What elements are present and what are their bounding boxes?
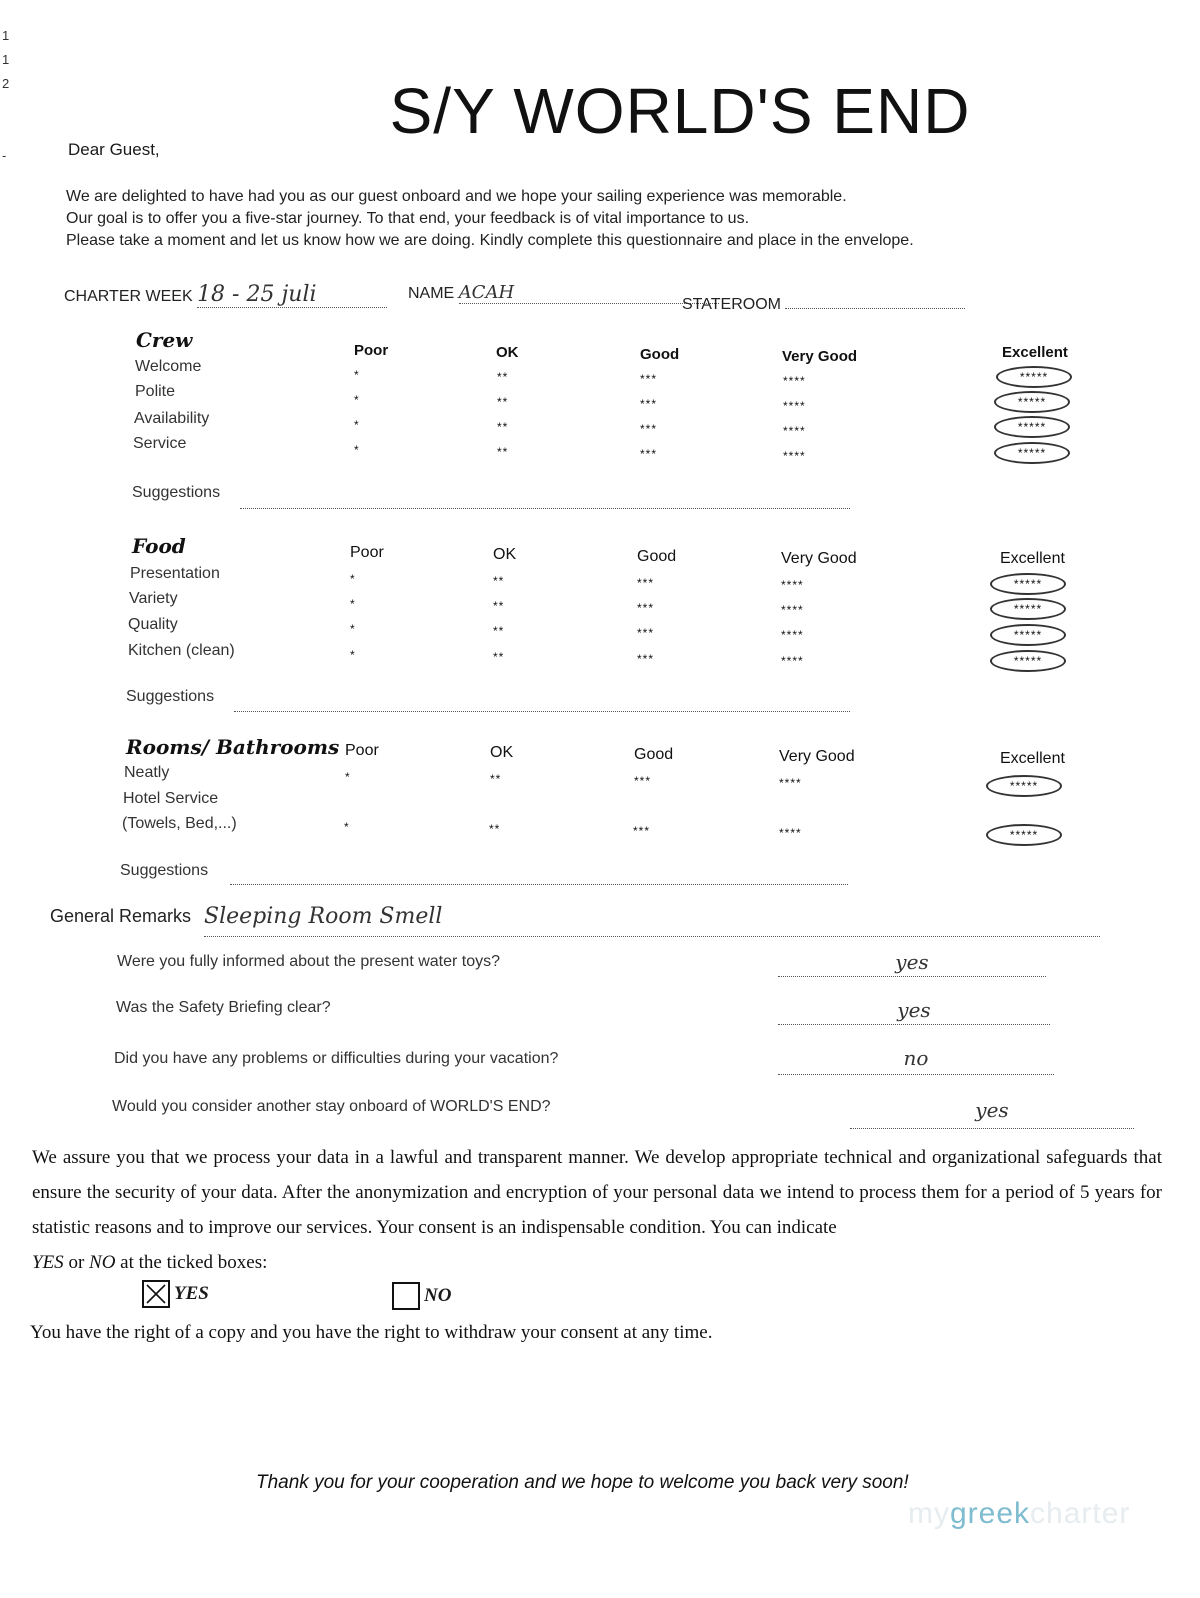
consent-no	[392, 1282, 451, 1310]
star-option[interactable]: ****	[781, 628, 804, 642]
star-option[interactable]: **	[497, 420, 509, 434]
star-option[interactable]: ***	[633, 824, 651, 838]
rooms-suggestions-field[interactable]	[230, 876, 848, 885]
consent-no-checkbox[interactable]	[392, 1282, 420, 1310]
star-option[interactable]: ***	[637, 626, 655, 640]
watermark-prefix: my	[908, 1497, 950, 1530]
star-option[interactable]: *	[350, 648, 356, 662]
star-option[interactable]: **	[493, 624, 505, 638]
star-option[interactable]: **	[489, 822, 501, 836]
col-very-good: Very Good	[781, 550, 857, 567]
crew-suggestions-field[interactable]	[240, 500, 850, 509]
col-poor: Poor	[354, 342, 389, 359]
star-option[interactable]: ****	[783, 424, 806, 438]
margin-mark: 1	[2, 52, 10, 67]
col-very-good: Very Good	[782, 348, 858, 365]
star-option[interactable]: ****	[783, 399, 806, 413]
star-option[interactable]: *	[344, 820, 350, 834]
star-option[interactable]: ****	[781, 603, 804, 617]
notice-or-word: or	[68, 1252, 85, 1273]
charter-week-field	[64, 282, 387, 308]
food-row-label: Presentation	[130, 565, 220, 582]
consent-yes-checkbox[interactable]	[142, 1280, 170, 1308]
question-text: Was the Safety Briefing clear?	[116, 999, 331, 1016]
selected-rating[interactable]	[990, 598, 1066, 620]
star-option[interactable]: ***	[640, 422, 658, 436]
star-option[interactable]: ****	[783, 449, 806, 463]
rooms-row-label: Neatly	[124, 764, 170, 781]
col-excellent: Excellent	[1000, 750, 1065, 767]
question-text: Would you consider another stay onboard of WORLD'S END?	[112, 1098, 551, 1115]
margin-mark: 2	[2, 76, 10, 91]
star-option[interactable]: **	[493, 599, 505, 613]
margin-mark: -	[2, 148, 7, 163]
food-suggestions-label: Suggestions	[126, 688, 215, 705]
stateroom-value[interactable]	[785, 294, 965, 309]
consent-yes	[142, 1280, 209, 1308]
notice-tail: at the ticked boxes:	[120, 1252, 268, 1273]
col-poor: Poor	[345, 742, 379, 759]
consent-no-label: NO	[424, 1285, 452, 1306]
watermark-logo	[908, 1497, 1130, 1531]
star-option[interactable]: ***	[640, 397, 658, 411]
star-option[interactable]: *	[350, 622, 356, 636]
star-option: *****	[1009, 828, 1039, 842]
star-option[interactable]: *	[354, 418, 360, 432]
crew-row-label: Polite	[135, 383, 176, 400]
consent-yes-label: YES	[174, 1283, 209, 1304]
star-option[interactable]: ****	[783, 374, 806, 388]
col-good: Good	[634, 746, 674, 763]
intro-line: Please take a moment and let us know how we are doing. Kindly complete this questionnaire and place in the envelope.	[66, 232, 914, 249]
crew-row-label: Welcome	[135, 358, 202, 375]
col-very-good: Very Good	[779, 748, 855, 765]
question-text: Were you fully informed about the present water toys?	[117, 953, 501, 970]
selected-rating[interactable]	[986, 824, 1062, 846]
star-option: *****	[1019, 370, 1049, 384]
watermark-main: greek	[950, 1497, 1031, 1530]
col-good: Good	[640, 346, 680, 363]
stateroom-field	[682, 294, 965, 314]
col-excellent: Excellent	[1000, 550, 1065, 567]
selected-rating[interactable]	[990, 624, 1066, 646]
star-option: *****	[1017, 446, 1047, 460]
stateroom-label: STATEROOM	[682, 296, 781, 313]
question-answer[interactable]: yes	[778, 950, 1046, 977]
star-option[interactable]: ***	[637, 576, 655, 590]
rooms-suggestions-label: Suggestions	[120, 862, 209, 879]
star-option[interactable]: *	[354, 443, 360, 457]
question-text: Did you have any problems or difficulties during your vacation?	[114, 1050, 559, 1067]
star-option[interactable]: **	[497, 395, 509, 409]
star-option[interactable]: ****	[781, 654, 804, 668]
crew-section-title: Crew	[136, 328, 193, 352]
star-option[interactable]: ***	[637, 601, 655, 615]
thank-you-note: Thank you for your cooperation and we hope to welcome you back very soon!	[256, 1472, 909, 1493]
greeting: Dear Guest,	[68, 140, 160, 159]
food-row-label: Quality	[128, 616, 178, 633]
star-option[interactable]: ****	[779, 776, 802, 790]
charter-week-label: CHARTER WEEK	[64, 288, 193, 305]
selected-rating[interactable]	[986, 775, 1062, 797]
selected-rating[interactable]	[994, 391, 1070, 413]
intro-line: Our goal is to offer you a five-star journey. To that end, your feedback is of vital importance to us.	[66, 210, 750, 227]
notice-no-word: NO	[89, 1252, 116, 1273]
check-x-icon	[144, 1282, 168, 1306]
selected-rating[interactable]	[994, 416, 1070, 438]
col-poor: Poor	[350, 544, 384, 561]
rooms-row-label: Hotel Service	[123, 790, 219, 807]
name-label: NAME	[408, 285, 455, 302]
star-option[interactable]: ***	[634, 774, 652, 788]
crew-row-label: Service	[133, 435, 187, 452]
intro-line: We are delighted to have had you as our guest onboard and we hope your sailing experience was memorable.	[66, 188, 847, 205]
selected-rating[interactable]	[994, 442, 1070, 464]
star-option[interactable]: *	[354, 393, 360, 407]
crew-row-label: Availability	[134, 410, 210, 427]
star-option[interactable]: **	[497, 445, 509, 459]
margin-mark: 1	[2, 28, 10, 43]
rooms-row-label: (Towels, Bed,...)	[122, 815, 237, 832]
selected-rating[interactable]	[990, 650, 1066, 672]
notice-text: We assure you that we process your data in a lawful and transparent manner. We develop appropriate technical and organizational safeguards that ensure the security of your data. After the anonymization and encryption of your personal data we intend to process them for a period of 5 years for statistic reasons and to improve our services. Your consent is an indispensable condition. You can indicate	[32, 1147, 1162, 1238]
general-remarks-field[interactable]: Sleeping Room Smell	[204, 904, 1100, 937]
food-suggestions-field[interactable]	[234, 703, 850, 712]
star-option[interactable]: ***	[640, 372, 658, 386]
rights-statement: You have the right of a copy and you have the right to withdraw your consent at any time.	[30, 1322, 713, 1343]
question-answer[interactable]: yes	[850, 1098, 1134, 1129]
star-option[interactable]: **	[497, 370, 509, 384]
star-option[interactable]: ****	[779, 826, 802, 840]
form-title: S/Y WORLD'S END	[389, 75, 971, 147]
star-option[interactable]: **	[493, 650, 505, 664]
star-option[interactable]: ****	[781, 578, 804, 592]
star-option[interactable]: *	[345, 770, 351, 784]
star-option: *****	[1013, 577, 1043, 591]
star-option[interactable]: ***	[637, 652, 655, 666]
question-answer[interactable]: yes	[778, 998, 1050, 1025]
charter-week-value[interactable]: 18 - 25 juli	[197, 282, 387, 308]
food-row-label: Kitchen (clean)	[128, 642, 235, 659]
star-option[interactable]: *	[354, 368, 360, 382]
food-row-label: Variety	[129, 590, 178, 607]
selected-rating[interactable]	[996, 366, 1072, 388]
star-option[interactable]: *	[350, 572, 356, 586]
intro-text	[66, 186, 986, 252]
data-protection-notice	[32, 1140, 1162, 1280]
col-ok: OK	[493, 546, 517, 563]
star-option: *****	[1013, 654, 1043, 668]
food-section-title: Food	[132, 534, 186, 558]
general-remarks-label: General Remarks	[50, 906, 192, 926]
col-good: Good	[637, 548, 677, 565]
star-option: *****	[1013, 628, 1043, 642]
star-option: *****	[1009, 779, 1039, 793]
star-option[interactable]: **	[493, 574, 505, 588]
star-option: *****	[1017, 420, 1047, 434]
col-excellent: Excellent	[1002, 344, 1068, 361]
col-ok: OK	[490, 744, 514, 761]
crew-suggestions-label: Suggestions	[132, 484, 221, 501]
rooms-section-title: Rooms/ Bathrooms	[126, 735, 340, 759]
star-option: *****	[1017, 395, 1047, 409]
star-option[interactable]: *	[350, 597, 356, 611]
notice-yes-word: YES	[32, 1252, 64, 1273]
star-option: *****	[1013, 602, 1043, 616]
name-value[interactable]: ACAH	[459, 282, 719, 304]
name-field	[408, 282, 719, 304]
selected-rating[interactable]	[990, 573, 1066, 595]
question-answer[interactable]: no	[778, 1046, 1054, 1075]
watermark-suffix: charter	[1030, 1497, 1131, 1530]
star-option[interactable]: **	[490, 772, 502, 786]
col-ok: OK	[496, 344, 519, 361]
star-option[interactable]: ***	[640, 447, 658, 461]
